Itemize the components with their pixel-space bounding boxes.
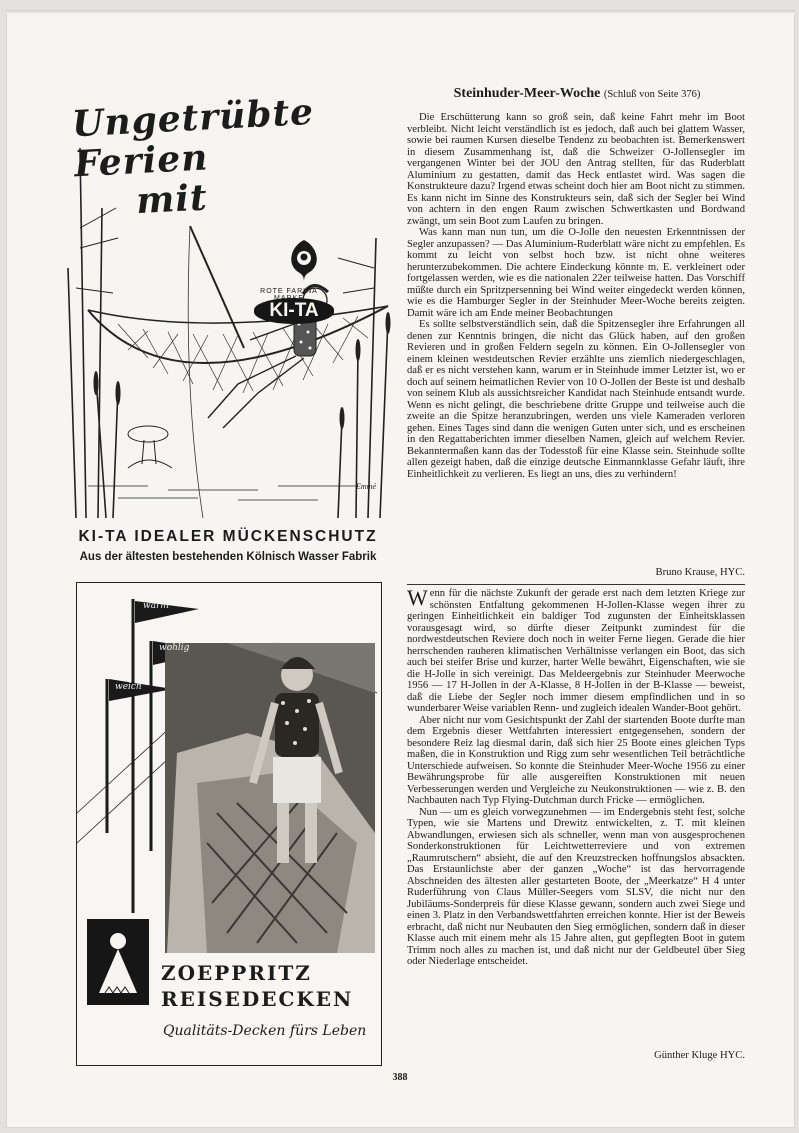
kita-subline: Aus der ältesten bestehenden Kölnisch Wasser Fabrik (79, 551, 377, 563)
flag-label-1: warm (143, 601, 169, 611)
paragraph: Die Erschütterung kann so groß sein, daß keine Fahrt mehr im Boot verbleibt. Nicht leicht verständlich ist es jedoch, daß auch bei glattem Wasser, sowie bei raumen Kursen dieselbe Tendenz zu beobachten ist. Bemerkenswert in diesem Zusammenhang ist, daß die Schweizer O-Jollensegler im vergangenen Winter bei der JOU den Antrag stellten, für das Ruderblatt Aluminium zu gestatten, damit das Heck entlastet wird. Was sagen die Konstrukteure dazu? Irgend etwas scheint doch hier am Boot nicht zu stimmen. Es kann nicht im Sinne des Konstrukteurs sein, daß sich der Segler bei Wind von achtern in den engen Raum zwischen Schwertkasten und Bordwand zwängt, um sein Boot zum Laufen zu bringen. (407, 112, 745, 227)
article-title: Steinhuder-Meer-Woche (453, 86, 601, 101)
tent-photo (77, 583, 381, 963)
author-signature-1: Bruno Krause, HYC. (655, 567, 745, 578)
flag-label-2: wohlig (159, 643, 190, 653)
author-signature-2: Günther Kluge HYC. (654, 1050, 745, 1061)
kita-headline-line1: Ungetrübte Ferien (71, 90, 316, 186)
kita-brand-label: ROTE FARINA (260, 288, 318, 295)
zoeppritz-advertisement (76, 582, 382, 1066)
artist-signature: Emmé (356, 482, 376, 491)
article-section-1 (407, 112, 745, 480)
article-title-line (407, 86, 747, 102)
kita-advertisement (58, 88, 398, 578)
paragraph: Aber nicht nur vom Gesichtspunkt der Zahl der startenden Boote durfte man dem Ergebnis dieser Wettfahrten interessiert entgegensehen, sondern der besondere Reiz lag diesmal darin, daß sich hier 25 Boote eines gleichen Typs maßen, die in Konstruktion und Rigg zum sehr wesentlichen Teil beträchtliche Unterschiede aufweisen. So konnte die Steinhuder Meer-Woche 1956 zu einer Bewährungsprobe für alle ausgereiften Konstruktionen mit neuen Verbesserungen werden und Vergleiche zu Neukonstruktionen — wie z. B. den Nachbauten nach Typ Flying-Dutchman durch Fricke — ermöglichen. (407, 714, 745, 806)
kita-headline-line2: mit (135, 176, 209, 223)
drop-cap: W (407, 585, 428, 610)
zoeppritz-product: REISEDECKEN (161, 987, 354, 1011)
section-divider (407, 584, 745, 585)
paragraph-text: enn für die nächste Zukunft der gerade erst nach dem letzten Kriege zur schönsten Entfaltung gekommenen H-Jollen-Klasse wegen ihrer zu geringen Einheitlichkeit ein baldiger Tod zugunsten der Einheitsklassen vorausgesagt wird, so dürfte dieser Zeitpunkt zumindest für die nordwestdeutschen Reviere doch noch in weiter Ferne liegen. Gerade die hier herrschenden rauheren klimatischen Verhältnisse verlangen ein Boot, das sich auch bei steifer Brise und kurzer, harter Welle bewährt, Eigenschaften, wie sie die H-Jolle in sich vereinigt. Das Meldeergebnis zur Steinhuder Meerwoche 1956 — 17 H-Jollen in der A-Klasse, 8 H-Jollen in der B-Klasse — beweist, daß die Liebe der Segler noch immer diesem empfindlichen und in so wunderbarer Weise variablen Renn- und zugleich idealen Wander-Boot gehört. (407, 588, 745, 714)
article-section-2 (407, 585, 745, 968)
paragraph: Nun — um es gleich vorwegzunehmen — im Endergebnis steht fest, solche Typen, wie sie Martens und Drewitz entwickelten, z. T. mit kleinen Abwandlungen, erwiesen sich als schneller, wenn man von ausgesprochenen Sonderkonstruktionen für Leichtwetterreviere und von extremen „Raumrutschern“ absieht, die auf den Kreuzstrecken hoffnungslos absackten. Das Erstaunlichste aber der ganzen „Woche“ ist das hervorragende Abschneiden des ältesten aller gestarteten Boote, der „Meerkatze“ H 4 unter Ruderführung von Claus Müller-Seegers vom SLSV, die nicht nur den Jubiläums-Sonderpreis für diese Klasse gewann, sondern auch zwei Siege und einen 3. Platz in den Verbandswettfahrten erreichen konnte. Hier ist der Beweis erbracht, daß nicht nur Neubauten den Sieg ermöglichen, sondern daß in dieser Klasse auch mit einem mehr als 15 Jahre alten, gut gepflegten Boot in gutem Trimm noch alles zu machen ist, und daß nicht nur der Geldbeutel über Sieg oder Niederlage entscheidet. (407, 806, 745, 967)
article-header (407, 86, 747, 102)
kita-headline (71, 88, 397, 225)
paragraph: Was kann man nun tun, um die O-Jolle den neuesten Erkenntnissen der Segler anzupassen? — Das Aluminium-Ruderblatt wäre nicht zu empfehlen. Es kommt zu leicht von selbst hoch bzw. ist nicht ohne weiteres herunterzubekommen. Die achtere Eindeckung könnte m. E. verkleinert oder fortgelassen werden, wie es die nationalen 22er teilweise hatten. Das Vorschiff müßte durch ein Spritzpersenning bei Wind weiter eingedeckt werden können, wie es die Hamburger Segler in der Steinhuder Meer-Woche bereits zeigten. Damit wäre ich am Ende meiner Beobachtungen (407, 227, 745, 319)
kita-brand-badge: KI-TA (254, 298, 334, 324)
paragraph: Es sollte selbstverständlich sein, daß die Spitzensegler ihre Erfahrungen all denen zur Kenntnis bringen, die nicht das Glück haben, auf den großen Revieren und in großen Feldern segeln zu können. Ein O-Jollensegler von einem kleinen westdeutschen Revier erzählte uns ziemlich niedergeschlagen, daß er es nicht verstehen kann, warum er in Steinhude immer Letzter ist, wo er doch auf seinem heimatlichen Revier von 10 O-Jollen der Beste ist und deshalb von seinem Klub als aussichtsreicher Kandidat nach Steinhude entsandt wurde. Wenn es nicht gelingt, die beschriebene dritte Gruppe und teilweise auch die zweite an die Spitze heranzubringen, werden uns viele Kameraden verloren gehen. Eines Tages sind dann die wenigen Guten unter sich, und es erscheinen in den Regattaberichten immer dieselben Namen, gleich auf welchem Revier. Bekanntermaßen kann das der Todesstoß für eine Klasse sein. Steinhude sollte allen gezeigt haben, daß die einzige deutsche Einmannklasse Gefahr läuft, ihre Einheitlichkeit zu verlieren. Es liegt an uns, dies zu verhindern! (407, 319, 745, 480)
flag-label-3: weich (115, 682, 142, 692)
zoeppritz-logo-icon (87, 919, 149, 1005)
zoeppritz-brand: ZOEPPRITZ (161, 961, 312, 985)
article-continuation: (Schluß von Seite 376) (603, 89, 701, 100)
zoeppritz-tagline: Qualitäts-Decken fürs Leben (163, 1023, 367, 1039)
kita-logo-icon (284, 238, 324, 284)
page-number: 388 (392, 1072, 408, 1083)
paragraph (407, 585, 745, 715)
kita-slogan: KI-TA IDEALER MÜCKENSCHUTZ (78, 528, 378, 545)
